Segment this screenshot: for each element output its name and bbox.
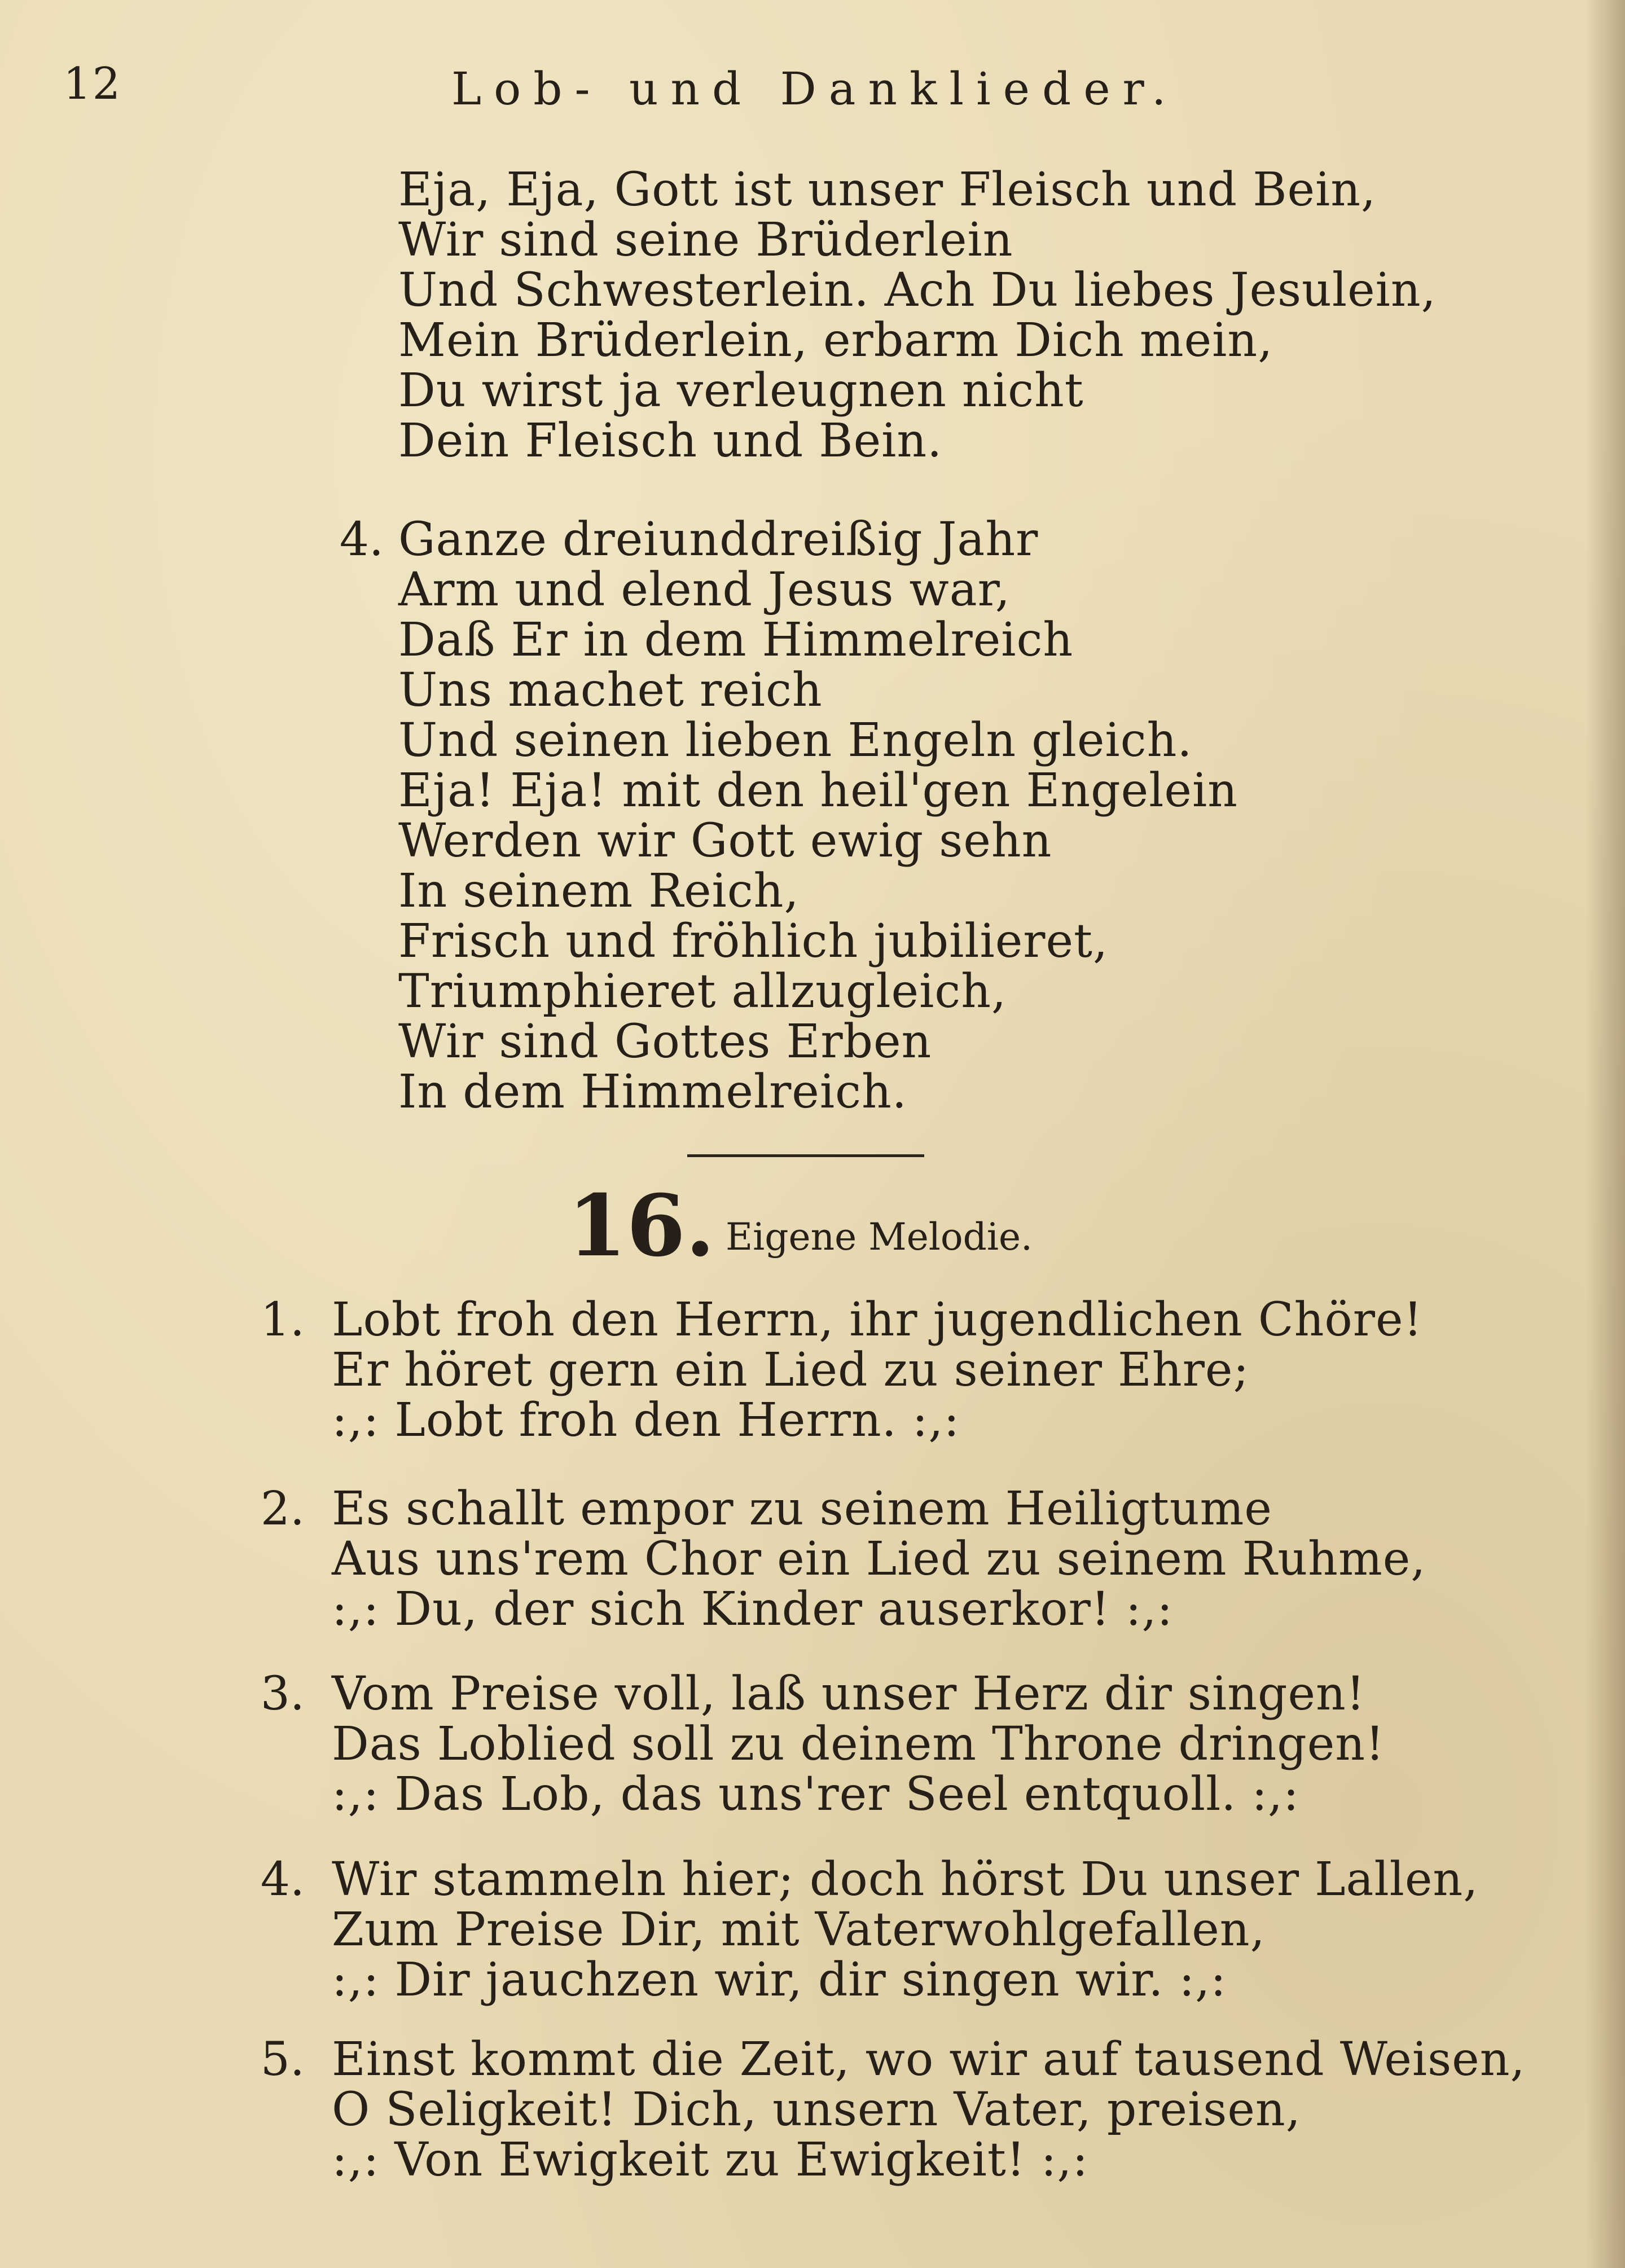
verse-line: In dem Himmelreich. [398, 1065, 907, 1119]
verse-line: Du wirst ja verleugnen nicht [398, 364, 1084, 417]
verse-number: 4. [339, 513, 384, 566]
verse-line: Ganze dreiunddreißig Jahr [398, 513, 1039, 566]
verse-line: Mein Brüderlein, erbarm Dich mein, [398, 314, 1273, 367]
verse-line: Wir sind seine Brüderlein [398, 213, 1013, 267]
verse-line: Und seinen lieben Engeln gleich. [398, 714, 1193, 767]
verse-line: :,: Von Ewigkeit zu Ewigkeit! :,: [332, 2133, 1089, 2187]
verse-line: :,: Das Lob, das uns'rer Seel entquoll. :,: [332, 1768, 1299, 1821]
verse-number: 2. [260, 1482, 305, 1536]
verse-line: Vom Preise voll, laß unser Herz dir singen! [332, 1667, 1365, 1721]
verse-line: Arm und elend Jesus war, [398, 563, 1011, 617]
verse-number: 5. [260, 2033, 305, 2086]
verse-line: Werden wir Gott ewig sehn [398, 814, 1052, 868]
page-number: 12 [63, 59, 122, 109]
verse-line: Dein Fleisch und Bein. [398, 414, 943, 468]
hymn-number: 16. [568, 1176, 715, 1276]
verse-line: :,: Lobt froh den Herrn. :,: [332, 1394, 960, 1447]
hymn-verse-2 [332, 1484, 1426, 1634]
verse-line: Triumphieret allzugleich, [398, 965, 1007, 1018]
verse-line: Wir sind Gottes Erben [398, 1015, 932, 1069]
verse-line: Es schallt empor zu seinem Heiligtume [332, 1482, 1272, 1536]
continued-stanza [398, 165, 1437, 466]
verse-line: :,: Du, der sich Kinder auserkor! :,: [332, 1583, 1174, 1636]
verse-line: Das Loblied soll zu deinem Throne dringen! [332, 1717, 1385, 1771]
page-gutter-shadow [1586, 0, 1625, 2268]
verse-line: Lobt froh den Herrn, ihr jugendlichen Chöre! [332, 1293, 1423, 1347]
verse-line: :,: Dir jauchzen wir, dir singen wir. :,: [332, 1953, 1227, 2007]
verse-line: Daß Er in dem Himmelreich [398, 613, 1074, 667]
verse-number: 4. [260, 1853, 305, 1906]
verse-line: Aus uns'rem Chor ein Lied zu seinem Ruhme, [332, 1532, 1426, 1586]
verse-line: Zum Preise Dir, mit Vaterwohlgefallen, [332, 1903, 1266, 1957]
section-divider [687, 1154, 924, 1157]
running-head: Lob- und Danklieder. [451, 63, 1179, 115]
hymn-verse-4 [332, 1854, 1478, 2005]
hymn-verse-3 [332, 1669, 1385, 1819]
hymn-verse-5 [332, 2034, 1526, 2185]
verse-line: Frisch und fröhlich jubilieret, [398, 915, 1109, 968]
verse-4 [398, 515, 1238, 1117]
verse-line: Eja, Eja, Gott ist unser Fleisch und Bein, [398, 163, 1377, 217]
verse-number: 3. [260, 1667, 305, 1721]
verse-line: Einst kommt die Zeit, wo wir auf tausend Weisen, [332, 2033, 1526, 2086]
verse-line: Wir stammeln hier; doch hörst Du unser Lallen, [332, 1853, 1479, 1906]
verse-line: Uns machet reich [398, 663, 823, 717]
verse-line: Eja! Eja! mit den heil'gen Engelein [398, 764, 1238, 817]
hymn-melody: Eigene Melodie. [726, 1215, 1033, 1259]
hymn-verse-1 [332, 1295, 1422, 1445]
verse-number: 1. [260, 1293, 305, 1347]
verse-line: Er höret gern ein Lied zu seiner Ehre; [332, 1343, 1250, 1397]
verse-line: In seinem Reich, [398, 864, 800, 918]
verse-line: Und Schwesterlein. Ach Du liebes Jesulein, [398, 263, 1437, 317]
verse-line: O Seligkeit! Dich, unsern Vater, preisen, [332, 2083, 1301, 2137]
